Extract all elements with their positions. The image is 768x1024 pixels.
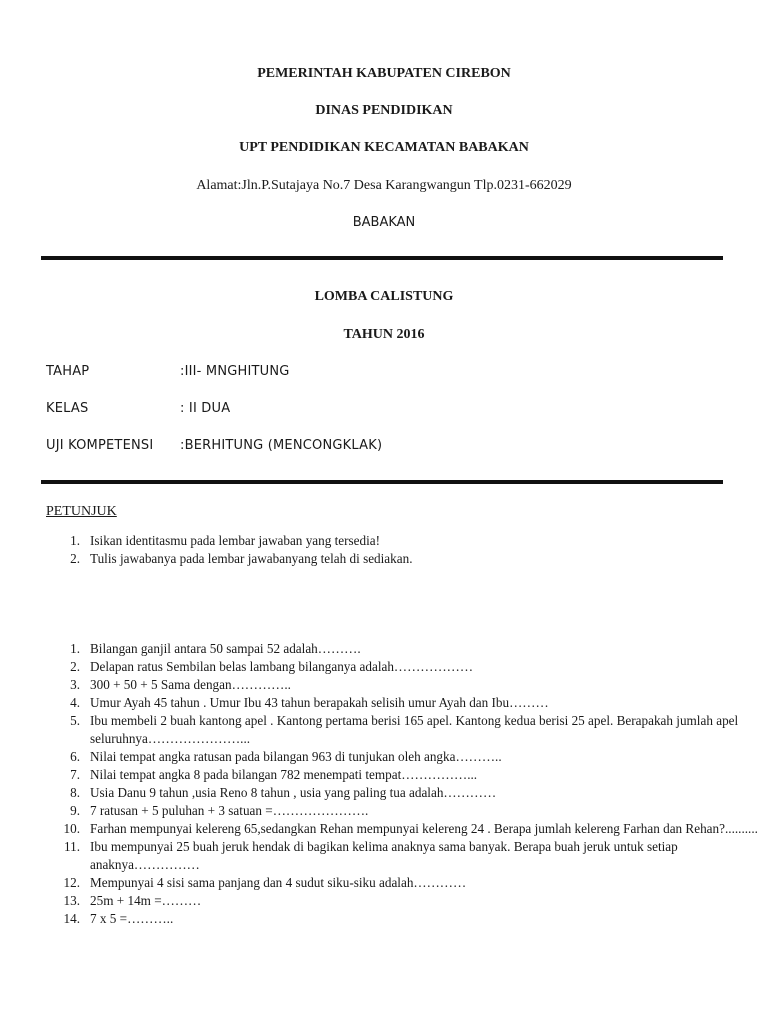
instruction-text: Isikan identitasmu pada lembar jawaban yang tersedia! (90, 533, 381, 548)
question-text: Umur Ayah 45 tahun . Umur Ibu 43 tahun berapakah selisih umur Ayah dan Ibu……… (90, 695, 549, 710)
question-item (46, 712, 768, 748)
event-title: LOMBA CALISTUNG (314, 289, 454, 304)
question-text: Nilai tempat angka ratusan pada bilangan 963 di tunjukan oleh angka……….. (90, 749, 502, 764)
question-item (46, 640, 768, 658)
question-item (46, 694, 768, 712)
question-text: Ibu membeli 2 buah kantong apel . Kantong pertama berisi 165 apel. Kantong kedua berisi 25 apel. Berapakah jumlah apel seluruhnya…………………... (90, 713, 739, 746)
question-item (46, 748, 768, 766)
question-number: 8. (70, 785, 80, 800)
question-text: 25m + 14m =……… (90, 893, 202, 908)
question-text: Nilai tempat angka 8 pada bilangan 782 menempati tempat……………... (90, 767, 478, 782)
question-text: 300 + 50 + 5 Sama dengan………….. (90, 677, 291, 692)
question-number: 7. (70, 767, 80, 782)
questions-list (46, 640, 768, 928)
header-address: Alamat:Jln.P.Sutajaya No.7 Desa Karangwangun Tlp.0231-662029 (196, 178, 572, 193)
instructions-list (46, 532, 768, 568)
question-text: Bilangan ganjil antara 50 sampai 52 adalah………. (90, 641, 361, 656)
question-text: Farhan mempunyai kelereng 65,sedangkan Rehan mempunyai kelereng 24 . Berapa jumlah kelereng Farhan dan Rehan?.......... (90, 821, 758, 836)
question-number: 5. (70, 713, 80, 728)
question-item (46, 784, 768, 802)
divider-middle (41, 480, 723, 484)
question-number: 11. (64, 839, 80, 854)
question-item (46, 910, 768, 928)
question-number: 12. (63, 875, 80, 890)
question-text: Mempunyai 4 sisi sama panjang dan 4 sudut siku-siku adalah………… (90, 875, 467, 890)
event-year: TAHUN 2016 (343, 327, 425, 342)
field-label-kelas: KELAS (46, 401, 89, 416)
question-item (46, 874, 768, 892)
question-item (46, 802, 768, 820)
field-label-tahap: TAHAP (46, 364, 90, 379)
instruction-number: 1. (70, 533, 80, 548)
question-text: Usia Danu 9 tahun ,usia Reno 8 tahun , usia yang paling tua adalah………… (90, 785, 497, 800)
question-number: 14. (63, 911, 80, 926)
question-item (46, 838, 768, 874)
question-text: Ibu mempunyai 25 buah jeruk hendak di bagikan kelima anaknya sama banyak. Berapa buah jeruk untuk setiap anaknya…………… (90, 839, 678, 872)
instruction-text: Tulis jawabanya pada lembar jawabanyang telah di sediakan. (90, 551, 413, 566)
question-text: 7 x 5 =……….. (90, 911, 174, 926)
question-number: 3. (70, 677, 80, 692)
question-number: 4. (70, 695, 80, 710)
question-number: 2. (70, 659, 80, 674)
field-value-uji-kompetensi: :BERHITUNG (MENCONGKLAK) (180, 438, 383, 453)
instruction-item (46, 532, 768, 550)
question-number: 9. (70, 803, 80, 818)
header-unit: UPT PENDIDIKAN KECAMATAN BABAKAN (239, 140, 529, 155)
question-item (46, 658, 768, 676)
question-item (46, 766, 768, 784)
field-label-uji-kompetensi: UJI KOMPETENSI (46, 438, 154, 453)
header-government: PEMERINTAH KABUPATEN CIREBON (257, 66, 511, 81)
question-number: 6. (70, 749, 80, 764)
header-city: BABAKAN (352, 215, 416, 230)
instruction-item (46, 550, 768, 568)
field-value-kelas: : II DUA (180, 401, 231, 416)
question-number: 10. (63, 821, 80, 836)
question-number: 1. (70, 641, 80, 656)
question-item (46, 676, 768, 694)
divider-top (41, 256, 723, 260)
field-value-tahap: :III- MNGHITUNG (180, 364, 290, 379)
header-department: DINAS PENDIDIKAN (315, 103, 453, 118)
question-item (46, 820, 768, 838)
instruction-number: 2. (70, 551, 80, 566)
instructions-title: PETUNJUK (46, 504, 117, 519)
question-number: 13. (63, 893, 80, 908)
question-text: Delapan ratus Sembilan belas lambang bilanganya adalah……………… (90, 659, 474, 674)
question-text: 7 ratusan + 5 puluhan + 3 satuan =…………………. (90, 803, 369, 818)
question-item (46, 892, 768, 910)
